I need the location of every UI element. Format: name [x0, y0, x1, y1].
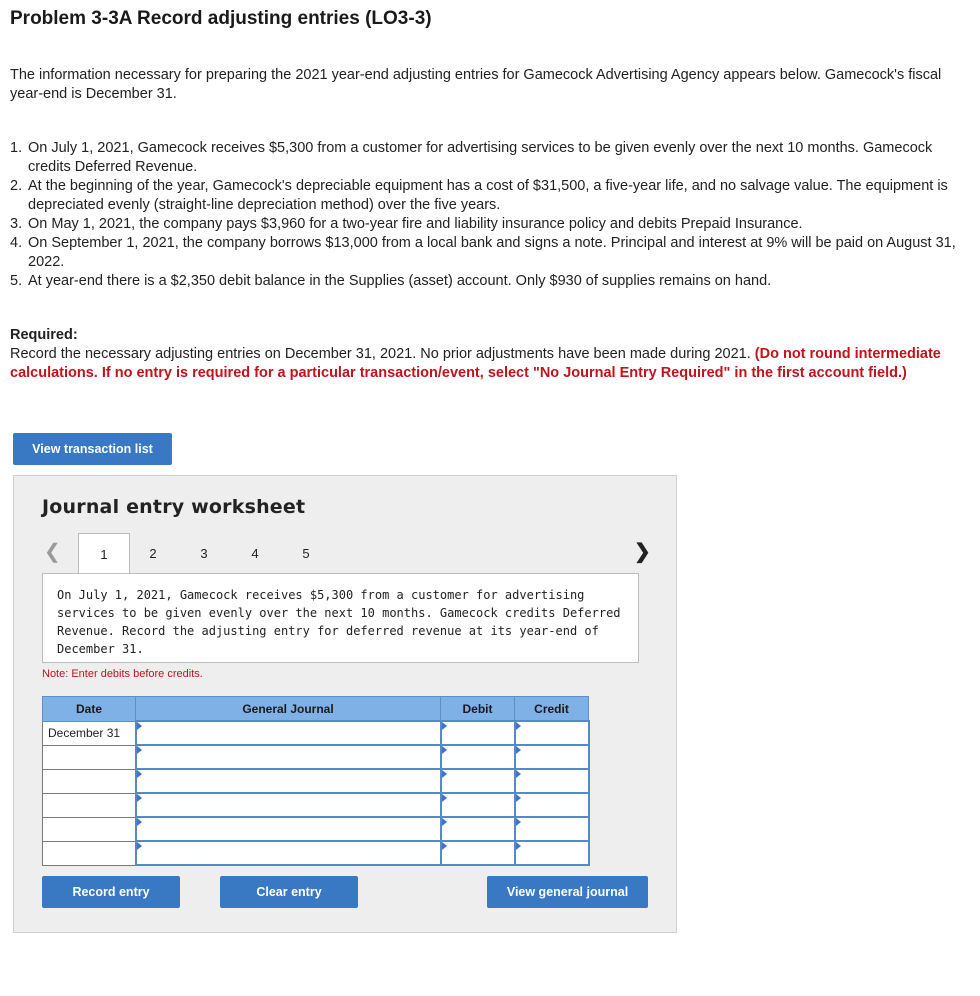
tab-1[interactable]: 1	[78, 533, 130, 574]
chevron-right-icon[interactable]: ❯	[634, 541, 651, 563]
tab-4[interactable]: 4	[251, 545, 259, 561]
transaction-number: 4.	[10, 235, 23, 251]
credit-input[interactable]	[515, 793, 589, 817]
required-label: Required:	[10, 327, 78, 343]
transaction-number: 1.	[10, 140, 23, 156]
transaction-number: 3.	[10, 216, 23, 232]
record-entry-button[interactable]: Record entry	[42, 876, 180, 908]
credit-input[interactable]	[515, 841, 589, 865]
account-select[interactable]	[136, 793, 441, 817]
required-instruction: (Do not round intermediate calculations. If no entry is required for a particular transaction/event, select "No Journal Entry Required" in the first account field.)	[10, 346, 941, 381]
credit-input[interactable]	[515, 745, 589, 769]
debit-input[interactable]	[441, 745, 515, 769]
transaction-list	[10, 139, 960, 291]
transaction-text: On July 1, 2021, Gamecock receives $5,300 from a customer for advertising services to be given evenly over the next 10 months. Gamecock credits Deferred Revenue.	[28, 140, 933, 175]
required-section	[10, 326, 955, 383]
date-cell	[43, 793, 136, 817]
transaction-text: On May 1, 2021, the company pays $3,960 for a two-year fire and liability insurance policy and debits Prepaid Insurance.	[28, 216, 803, 232]
transaction-text: On September 1, 2021, the company borrows $13,000 from a local bank and signs a note. Principal and interest at 9% will be paid on August 31, 2022.	[28, 235, 956, 270]
account-select[interactable]	[136, 721, 441, 745]
debit-input[interactable]	[441, 817, 515, 841]
table-row	[43, 817, 589, 841]
table-row	[43, 721, 589, 745]
table-row	[43, 745, 589, 769]
date-cell	[43, 745, 136, 769]
transaction-item	[10, 215, 960, 234]
debit-column-header: Debit	[441, 697, 515, 722]
journal-header-row	[43, 697, 589, 722]
worksheet-tabs	[42, 533, 654, 573]
problem-title: Problem 3-3A Record adjusting entries (LO3-3)	[10, 8, 432, 29]
general-journal-column-header: General Journal	[136, 697, 441, 722]
date-cell	[43, 841, 136, 865]
table-row	[43, 841, 589, 865]
account-select[interactable]	[136, 769, 441, 793]
account-select[interactable]	[136, 841, 441, 865]
transaction-description: On July 1, 2021, Gamecock receives $5,300 from a customer for advertising services to be given evenly over the next 10 months. Gamecock credits Deferred Revenue. Record the adjusting entry for deferred revenue at its year-end of December 31.	[42, 573, 639, 663]
journal-entry-worksheet	[13, 475, 677, 933]
entry-note: Note: Enter debits before credits.	[42, 668, 203, 680]
journal-table	[42, 696, 590, 866]
intro-text: The information necessary for preparing the 2021 year-end adjusting entries for Gamecock Advertising Agency appears below. Gamecock's fiscal year-end is December 31.	[10, 67, 942, 102]
view-transaction-list-button[interactable]: View transaction list	[13, 433, 172, 465]
required-text: Record the necessary adjusting entries on December 31, 2021. No prior adjustments have been made during 2021.	[10, 346, 751, 362]
chevron-left-icon[interactable]: ❮	[44, 541, 61, 563]
clear-entry-button[interactable]: Clear entry	[220, 876, 358, 908]
credit-column-header: Credit	[515, 697, 589, 722]
date-column-header: Date	[43, 697, 136, 722]
date-cell	[43, 817, 136, 841]
debit-input[interactable]	[441, 769, 515, 793]
debit-input[interactable]	[441, 793, 515, 817]
date-cell	[43, 769, 136, 793]
table-row	[43, 769, 589, 793]
account-select[interactable]	[136, 745, 441, 769]
credit-input[interactable]	[515, 769, 589, 793]
credit-input[interactable]	[515, 817, 589, 841]
debit-input[interactable]	[441, 721, 515, 745]
transaction-item	[10, 234, 960, 272]
transaction-text: At year-end there is a $2,350 debit balance in the Supplies (asset) account. Only $930 of supplies remains on hand.	[28, 273, 772, 289]
transaction-item	[10, 177, 960, 215]
transaction-item	[10, 272, 960, 291]
debit-input[interactable]	[441, 841, 515, 865]
tab-5[interactable]: 5	[302, 545, 310, 561]
transaction-number: 2.	[10, 178, 23, 194]
worksheet-title: Journal entry worksheet	[42, 496, 306, 518]
tab-3[interactable]: 3	[200, 545, 208, 561]
tab-2[interactable]: 2	[149, 545, 157, 561]
account-select[interactable]	[136, 817, 441, 841]
transaction-text: At the beginning of the year, Gamecock's depreciable equipment has a cost of $31,500, a five-year life, and no salvage value. The equipment is depreciated evenly (straight-line depreciation method) over the five years.	[28, 178, 948, 213]
transaction-item	[10, 139, 960, 177]
transaction-number: 5.	[10, 273, 23, 289]
table-row	[43, 793, 589, 817]
credit-input[interactable]	[515, 721, 589, 745]
view-general-journal-button[interactable]: View general journal	[487, 876, 648, 908]
date-cell: December 31	[43, 721, 136, 745]
